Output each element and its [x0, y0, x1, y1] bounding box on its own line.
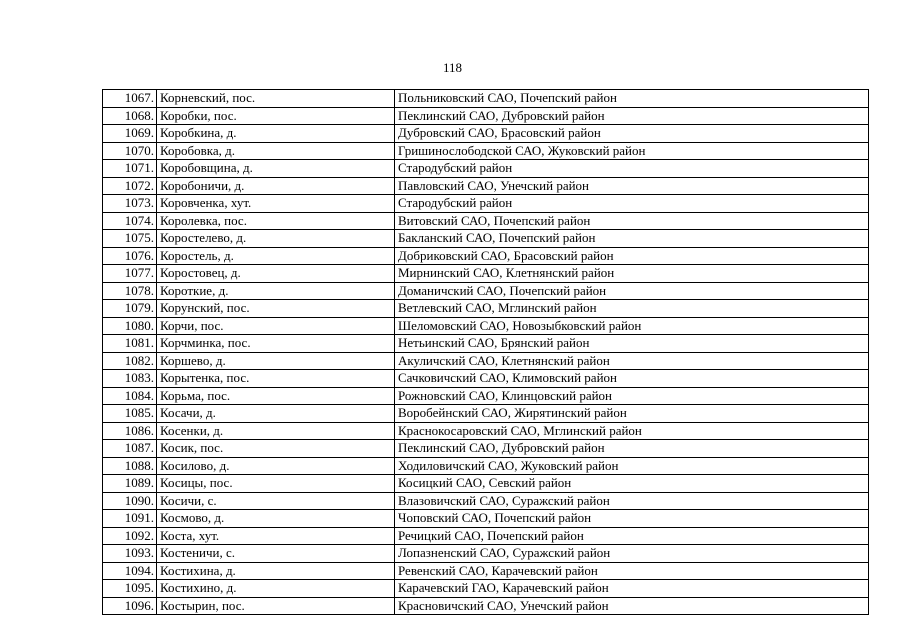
- row-number: 1068.: [103, 107, 157, 125]
- row-number: 1094.: [103, 562, 157, 580]
- row-number: 1074.: [103, 212, 157, 230]
- settlements-table: [102, 89, 869, 615]
- settlement-name: Костихино, д.: [157, 580, 395, 598]
- table-row: [103, 545, 869, 563]
- administrative-area: Стародубский район: [395, 160, 869, 178]
- row-number: 1095.: [103, 580, 157, 598]
- administrative-area: Краснокосаровский САО, Мглинский район: [395, 422, 869, 440]
- settlement-name: Косилово, д.: [157, 457, 395, 475]
- settlement-name: Корчминка, пос.: [157, 335, 395, 353]
- row-number: 1082.: [103, 352, 157, 370]
- settlement-name: Костихина, д.: [157, 562, 395, 580]
- table-row: [103, 580, 869, 598]
- row-number: 1069.: [103, 125, 157, 143]
- administrative-area: Воробейнский САО, Жирятинский район: [395, 405, 869, 423]
- settlement-name: Корчи, пос.: [157, 317, 395, 335]
- administrative-area: Польниковский САО, Почепский район: [395, 90, 869, 108]
- table-row: [103, 160, 869, 178]
- row-number: 1092.: [103, 527, 157, 545]
- administrative-area: Гришинослободской САО, Жуковский район: [395, 142, 869, 160]
- table-row: [103, 352, 869, 370]
- row-number: 1096.: [103, 597, 157, 615]
- row-number: 1087.: [103, 440, 157, 458]
- settlement-name: Коробовщина, д.: [157, 160, 395, 178]
- row-number: 1088.: [103, 457, 157, 475]
- row-number: 1085.: [103, 405, 157, 423]
- row-number: 1075.: [103, 230, 157, 248]
- settlement-name: Коростелево, д.: [157, 230, 395, 248]
- row-number: 1093.: [103, 545, 157, 563]
- administrative-area: Витовский САО, Почепский район: [395, 212, 869, 230]
- administrative-area: Нетьинский САО, Брянский район: [395, 335, 869, 353]
- row-number: 1078.: [103, 282, 157, 300]
- settlement-name: Косик, пос.: [157, 440, 395, 458]
- administrative-area: Красновичский САО, Унечский район: [395, 597, 869, 615]
- table-row: [103, 195, 869, 213]
- row-number: 1081.: [103, 335, 157, 353]
- settlement-name: Костырин, пос.: [157, 597, 395, 615]
- row-number: 1070.: [103, 142, 157, 160]
- administrative-area: Косицкий САО, Севский район: [395, 475, 869, 493]
- table-row: [103, 335, 869, 353]
- settlement-name: Коробки, пос.: [157, 107, 395, 125]
- table-row: [103, 265, 869, 283]
- table-row: [103, 405, 869, 423]
- table-row: [103, 300, 869, 318]
- settlements-table-body: [103, 90, 869, 615]
- table-row: [103, 370, 869, 388]
- settlement-name: Коршево, д.: [157, 352, 395, 370]
- settlement-name: Коростовец, д.: [157, 265, 395, 283]
- row-number: 1080.: [103, 317, 157, 335]
- row-number: 1089.: [103, 475, 157, 493]
- table-row: [103, 317, 869, 335]
- row-number: 1079.: [103, 300, 157, 318]
- table-row: [103, 282, 869, 300]
- row-number: 1076.: [103, 247, 157, 265]
- row-number: 1067.: [103, 90, 157, 108]
- settlement-name: Коростель, д.: [157, 247, 395, 265]
- table-row: [103, 107, 869, 125]
- administrative-area: Рожновский САО, Клинцовский район: [395, 387, 869, 405]
- settlement-name: Косичи, с.: [157, 492, 395, 510]
- administrative-area: Пеклинский САО, Дубровский район: [395, 107, 869, 125]
- table-row: [103, 492, 869, 510]
- table-row: [103, 212, 869, 230]
- settlement-name: Косенки, д.: [157, 422, 395, 440]
- row-number: 1084.: [103, 387, 157, 405]
- settlement-name: Космово, д.: [157, 510, 395, 528]
- table-row: [103, 387, 869, 405]
- administrative-area: Бакланский САО, Почепский район: [395, 230, 869, 248]
- table-row: [103, 422, 869, 440]
- administrative-area: Лопазненский САО, Суражский район: [395, 545, 869, 563]
- table-row: [103, 177, 869, 195]
- settlement-name: Коробовка, д.: [157, 142, 395, 160]
- settlement-name: Короткие, д.: [157, 282, 395, 300]
- row-number: 1090.: [103, 492, 157, 510]
- table-row: [103, 230, 869, 248]
- administrative-area: Речицкий САО, Почепский район: [395, 527, 869, 545]
- administrative-area: Ветлевский САО, Мглинский район: [395, 300, 869, 318]
- settlement-name: Корытенка, пос.: [157, 370, 395, 388]
- administrative-area: Ревенский САО, Карачевский район: [395, 562, 869, 580]
- administrative-area: Сачковичский САО, Климовский район: [395, 370, 869, 388]
- table-row: [103, 142, 869, 160]
- table-row: [103, 562, 869, 580]
- table-row: [103, 475, 869, 493]
- settlement-name: Коробоничи, д.: [157, 177, 395, 195]
- settlement-name: Коробкина, д.: [157, 125, 395, 143]
- row-number: 1071.: [103, 160, 157, 178]
- settlement-name: Коровченка, хут.: [157, 195, 395, 213]
- table-row: [103, 527, 869, 545]
- administrative-area: Павловский САО, Унечский район: [395, 177, 869, 195]
- table-row: [103, 457, 869, 475]
- page-number: 118: [442, 60, 463, 75]
- table-row: [103, 90, 869, 108]
- settlement-name: Королевка, пос.: [157, 212, 395, 230]
- table-row: [103, 510, 869, 528]
- row-number: 1083.: [103, 370, 157, 388]
- administrative-area: Акуличский САО, Клетнянский район: [395, 352, 869, 370]
- administrative-area: Мирнинский САО, Клетнянский район: [395, 265, 869, 283]
- table-row: [103, 247, 869, 265]
- table-row: [103, 597, 869, 615]
- administrative-area: Дубровский САО, Брасовский район: [395, 125, 869, 143]
- settlement-name: Корунский, пос.: [157, 300, 395, 318]
- administrative-area: Влазовичский САО, Суражский район: [395, 492, 869, 510]
- administrative-area: Стародубский район: [395, 195, 869, 213]
- settlement-name: Косачи, д.: [157, 405, 395, 423]
- settlement-name: Костеничи, с.: [157, 545, 395, 563]
- administrative-area: Доманичский САО, Почепский район: [395, 282, 869, 300]
- row-number: 1091.: [103, 510, 157, 528]
- settlement-name: Коста, хут.: [157, 527, 395, 545]
- administrative-area: Чоповский САО, Почепский район: [395, 510, 869, 528]
- administrative-area: Добриковский САО, Брасовский район: [395, 247, 869, 265]
- row-number: 1072.: [103, 177, 157, 195]
- administrative-area: Шеломовский САО, Новозыбковский район: [395, 317, 869, 335]
- row-number: 1077.: [103, 265, 157, 283]
- administrative-area: Пеклинский САО, Дубровский район: [395, 440, 869, 458]
- row-number: 1073.: [103, 195, 157, 213]
- administrative-area: Карачевский ГАО, Карачевский район: [395, 580, 869, 598]
- table-row: [103, 125, 869, 143]
- settlement-name: Корневский, пос.: [157, 90, 395, 108]
- table-row: [103, 440, 869, 458]
- administrative-area: Ходиловичский САО, Жуковский район: [395, 457, 869, 475]
- settlement-name: Косицы, пос.: [157, 475, 395, 493]
- settlement-name: Корьма, пос.: [157, 387, 395, 405]
- row-number: 1086.: [103, 422, 157, 440]
